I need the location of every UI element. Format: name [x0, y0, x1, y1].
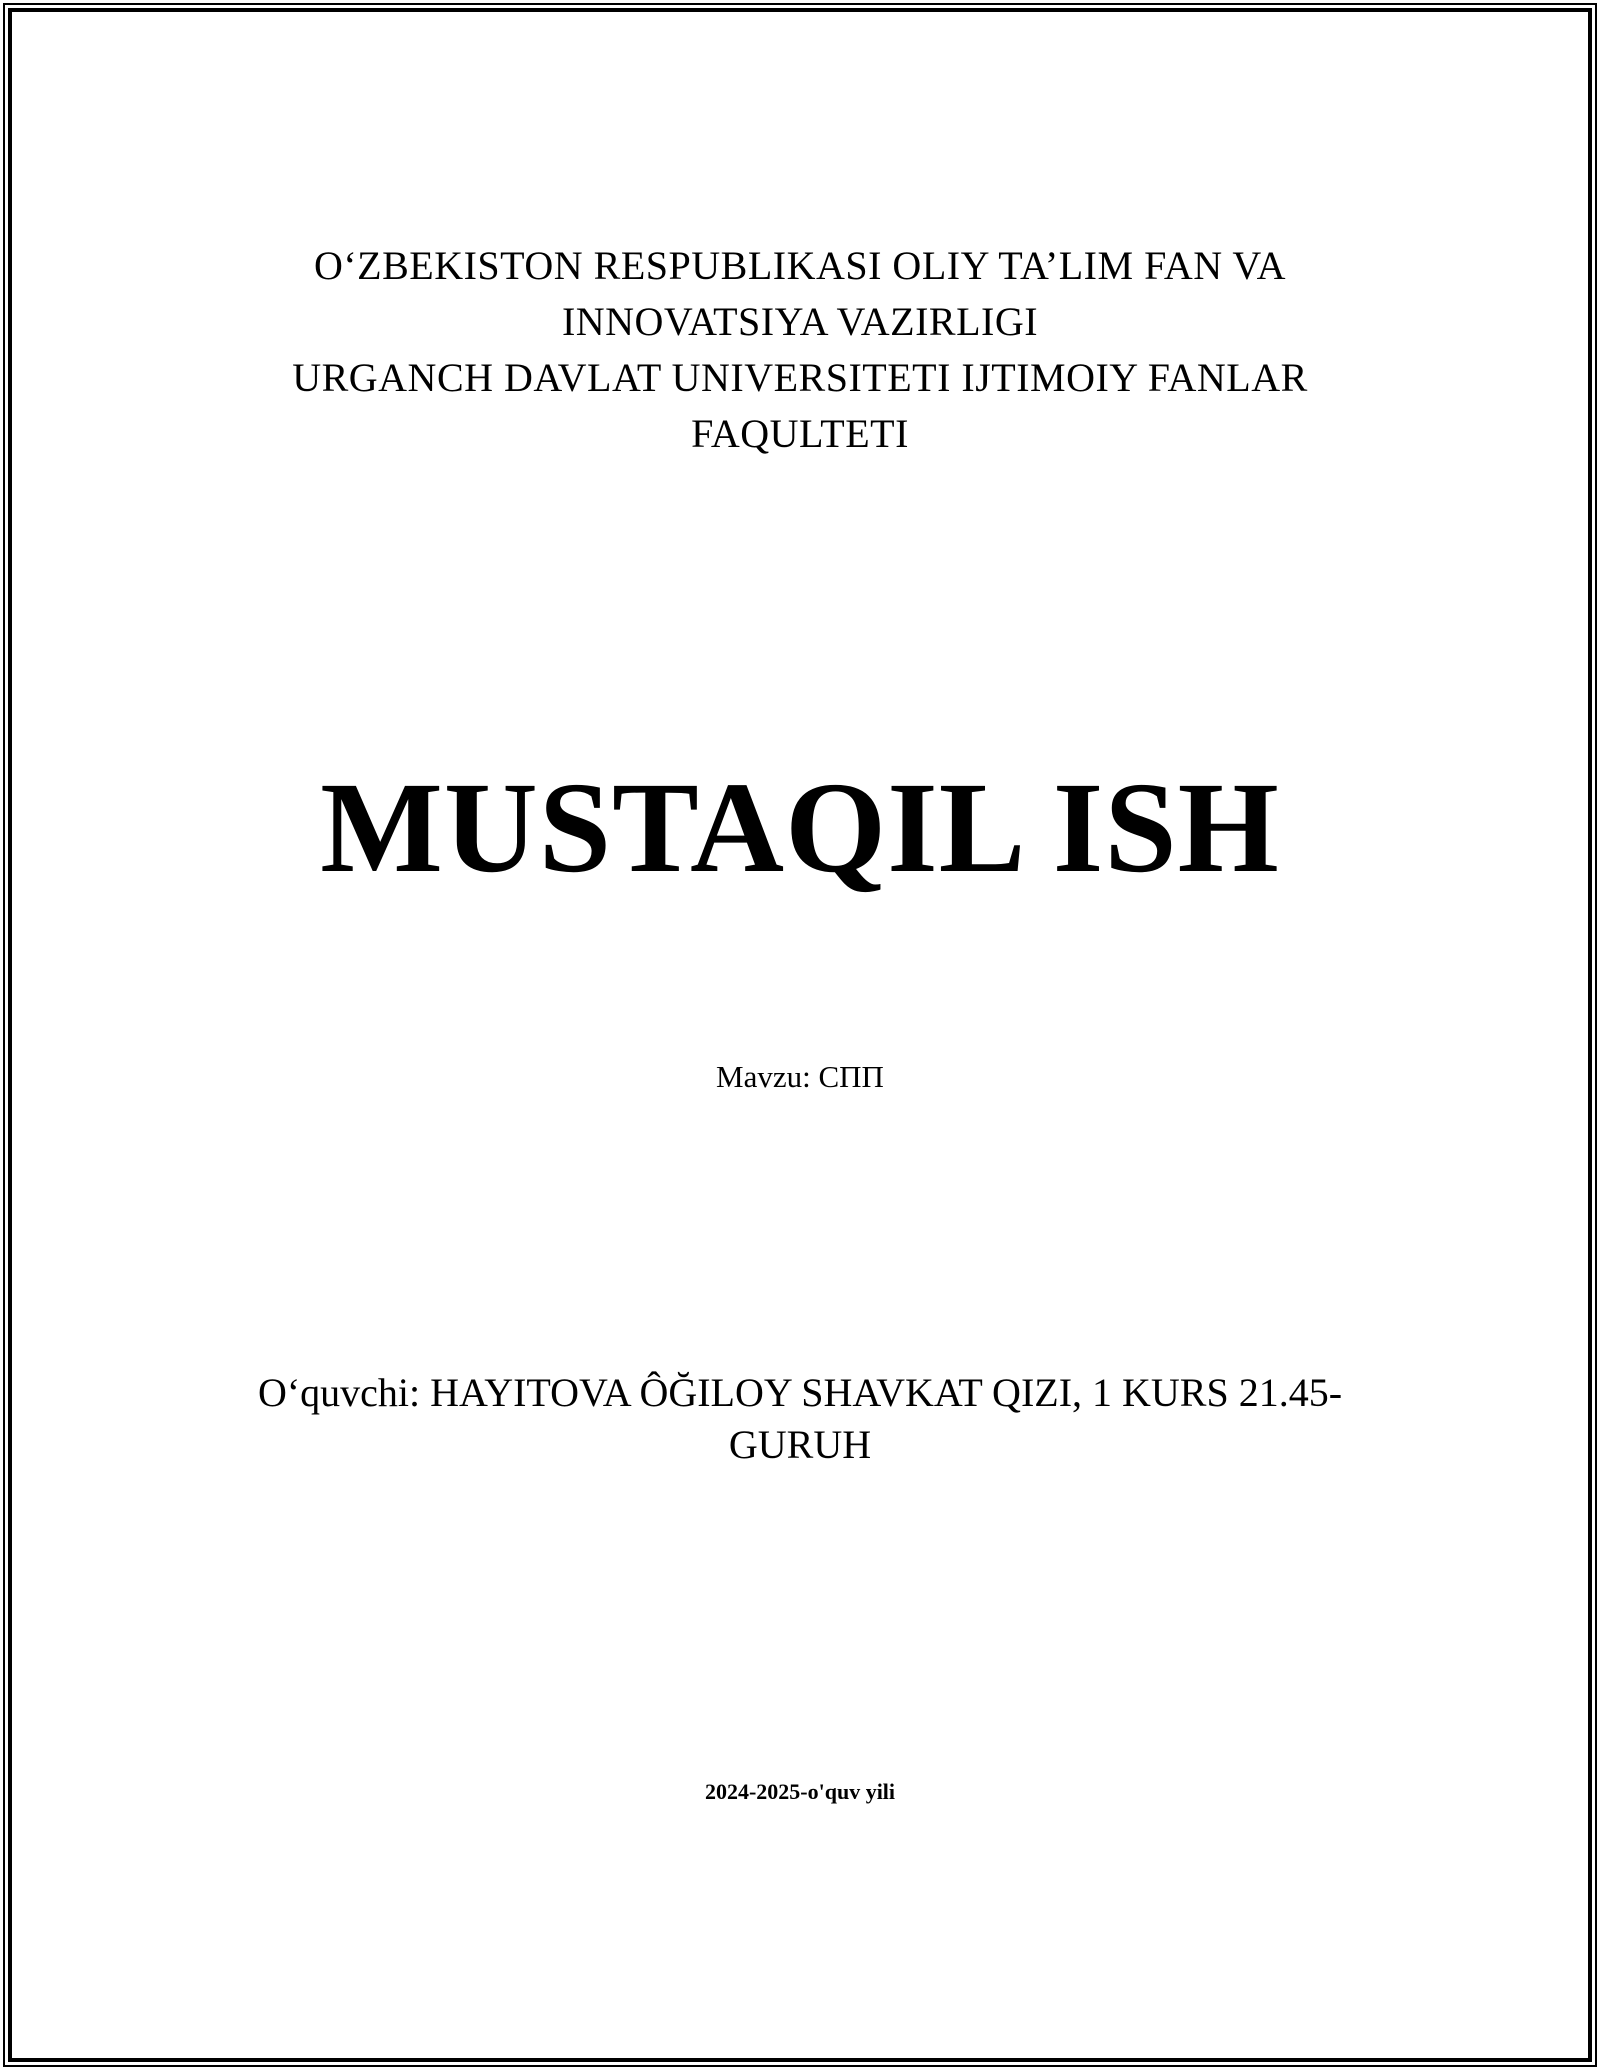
page-border-inner	[8, 8, 1592, 2062]
page-border-outer	[3, 3, 1597, 2067]
document-title: MUSTAQIL ISH	[320, 756, 1280, 900]
faculty-heading: URGANCH DAVLAT UNIVERSITETI IJTIMOIY FANLAR FAQULTETI	[292, 355, 1308, 456]
ministry-heading: O‘ZBEKISTON RESPUBLIKASI OLIY TA’LIM FAN VA INNOVATSIYA VAZIRLIGI	[313, 243, 1287, 344]
academic-year-line: 2024-2025-o'quv yili	[704, 1779, 896, 1804]
student-line: O‘quvchi: HAYITOVA ÔĞILOY SHAVKAT QIZI, 1 KURS 21.45-GURUH	[257, 1370, 1343, 1467]
title-page-content	[12, 12, 1588, 2058]
topic-line: Mavzu: СПП	[716, 1059, 884, 1094]
